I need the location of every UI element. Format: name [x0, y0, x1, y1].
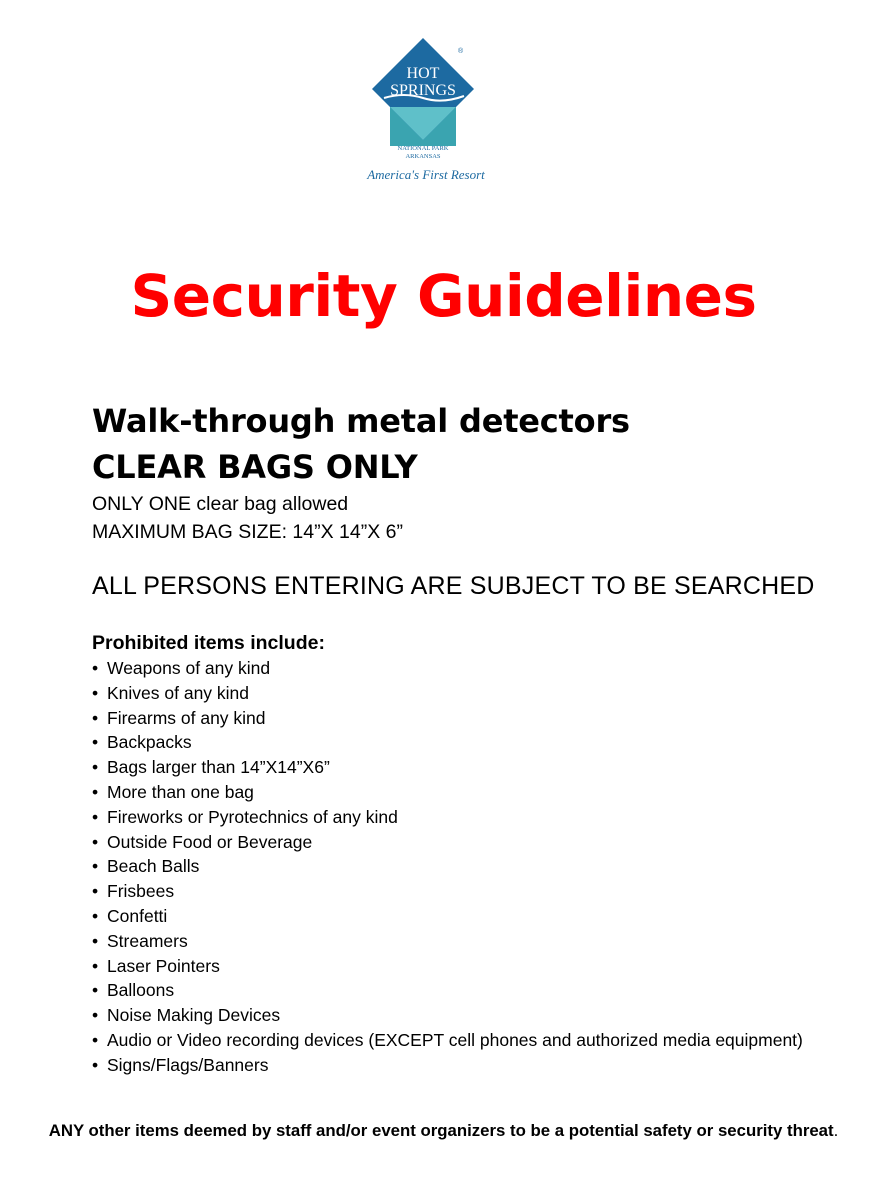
bullet-icon: • — [92, 806, 99, 827]
list-item-label: Firearms of any kind — [107, 707, 266, 728]
bullet-icon: • — [92, 1005, 99, 1026]
bullet-icon: • — [92, 682, 99, 703]
list-item — [92, 978, 872, 1003]
prohibited-list — [92, 656, 872, 1078]
page-title: Security Guidelines — [130, 262, 757, 330]
list-item — [92, 1003, 872, 1028]
clear-bags-heading: CLEAR BAGS ONLY — [92, 448, 418, 486]
metal-detector-heading: Walk-through metal detectors — [92, 402, 630, 440]
list-item — [92, 706, 872, 731]
list-item — [92, 681, 872, 706]
bag-rule-one: ONLY ONE clear bag allowed — [92, 493, 349, 515]
bullet-icon: • — [92, 930, 99, 951]
bullet-icon: • — [92, 732, 99, 753]
logo-line1: HOT — [406, 65, 440, 82]
list-item-label: Noise Making Devices — [107, 1005, 281, 1026]
list-item — [92, 1053, 872, 1078]
list-item — [92, 780, 872, 805]
list-item-label: Laser Pointers — [107, 955, 220, 976]
bullet-icon: • — [92, 856, 99, 877]
list-item-label: Outside Food or Beverage — [107, 831, 313, 852]
footer-note — [0, 1119, 887, 1143]
list-item — [92, 904, 872, 929]
list-item-label: Backpacks — [107, 732, 192, 753]
list-item — [92, 954, 872, 979]
list-item-label: Fireworks or Pyrotechnics of any kind — [107, 806, 398, 827]
footer-text: ANY other items deemed by staff and/or event organizers to be a potential safety or security threat — [48, 1121, 834, 1140]
bullet-icon: • — [92, 980, 99, 1001]
footer-period: . — [833, 1121, 839, 1140]
list-item — [92, 929, 872, 954]
list-item — [92, 1028, 872, 1053]
list-item-label: Streamers — [107, 930, 188, 951]
prohibited-heading: Prohibited items include: — [92, 632, 325, 654]
bullet-icon: • — [92, 1029, 99, 1050]
bullet-icon: • — [92, 905, 99, 926]
logo-tagline: America's First Resort — [367, 167, 485, 182]
hot-springs-logo — [354, 38, 504, 186]
list-item-label: Balloons — [107, 980, 175, 1001]
list-item-label: Frisbees — [107, 881, 175, 902]
list-item-label: Audio or Video recording devices (EXCEPT cell phones and authorized media equipment) — [107, 1029, 803, 1050]
logo-line2: SPRINGS — [390, 82, 456, 99]
hot-springs-logo-graphic — [354, 38, 504, 186]
bullet-icon: • — [92, 881, 99, 902]
list-item — [92, 879, 872, 904]
logo-sub2: ARKANSAS — [405, 153, 441, 160]
list-item — [92, 755, 872, 780]
list-item-label: Signs/Flags/Banners — [107, 1054, 269, 1075]
bag-rule-size: MAXIMUM BAG SIZE: 14”X 14”X 6” — [92, 521, 403, 543]
bullet-icon: • — [92, 707, 99, 728]
list-item — [92, 805, 872, 830]
list-item-label: Beach Balls — [107, 856, 200, 877]
list-item-label: Bags larger than 14”X14”X6” — [107, 757, 330, 778]
bullet-icon: • — [92, 781, 99, 802]
search-notice: ALL PERSONS ENTERING ARE SUBJECT TO BE SEARCHED — [92, 572, 815, 600]
list-item-label: Confetti — [107, 905, 168, 926]
list-item — [92, 730, 872, 755]
logo-sub1: NATIONAL PARK — [397, 145, 449, 152]
list-item-label: Weapons of any kind — [107, 658, 271, 678]
bullet-icon: • — [92, 955, 99, 976]
list-item — [92, 830, 872, 855]
list-item-label: Knives of any kind — [107, 682, 250, 703]
bullet-icon: • — [92, 831, 99, 852]
guidelines-content — [92, 398, 872, 1078]
list-item-label: More than one bag — [107, 781, 254, 802]
bullet-icon: • — [92, 1054, 99, 1075]
bullet-icon: • — [92, 658, 99, 678]
list-item — [92, 656, 872, 681]
list-item — [92, 854, 872, 879]
logo-registered: ® — [458, 48, 464, 55]
bullet-icon: • — [92, 757, 99, 778]
